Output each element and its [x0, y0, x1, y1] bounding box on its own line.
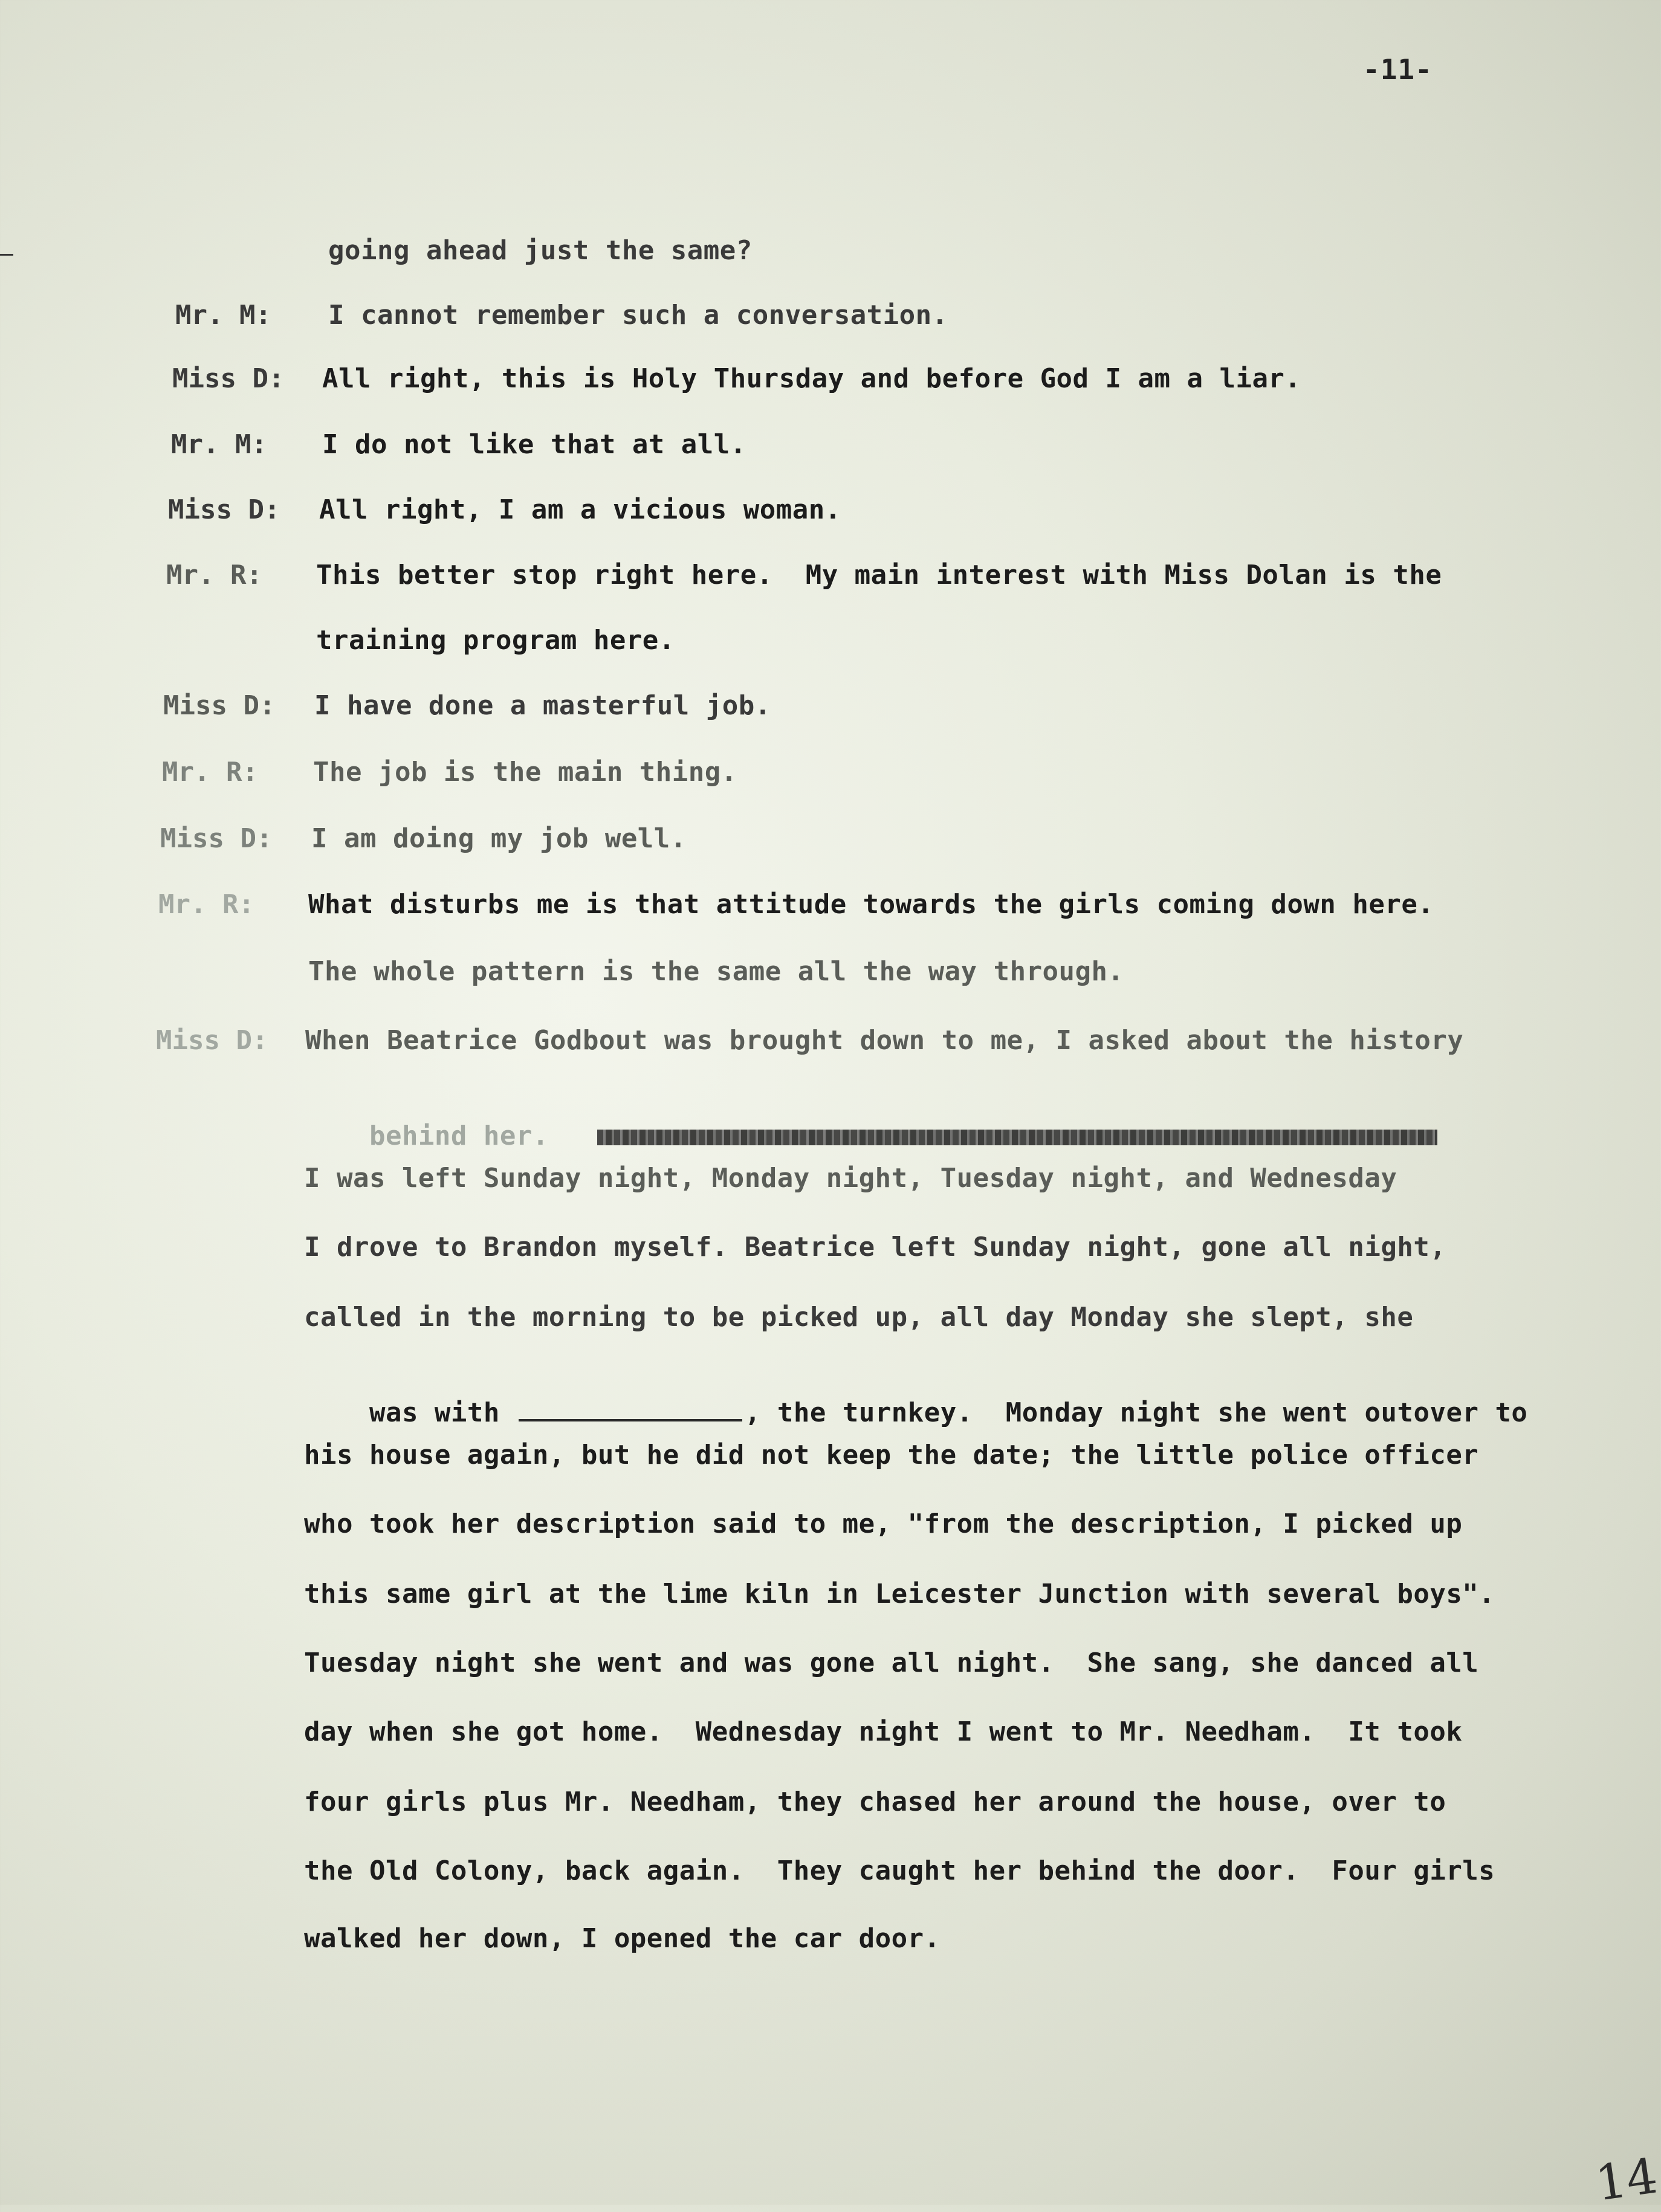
- transcript-line: I was left Sunday night, Monday night, Tuesday night, and Wednesday: [304, 1163, 1397, 1194]
- speaker-label: Miss D:: [168, 494, 280, 525]
- speaker-label: Mr. M:: [171, 429, 267, 460]
- transcript-line: I drove to Brandon myself. Beatrice left Sunday night, gone all night,: [304, 1232, 1446, 1263]
- transcript-line-text: , the turnkey. Monday night she went outover to: [744, 1397, 1528, 1428]
- transcript-line: who took her description said to me, "from the description, I picked up: [304, 1509, 1463, 1539]
- edge-mark: [0, 254, 13, 256]
- transcript-line: All right, I am a vicious woman.: [319, 494, 841, 525]
- transcript-line: I am doing my job well.: [311, 823, 687, 854]
- speaker-label: Mr. R:: [162, 757, 258, 787]
- transcript-line: going ahead just the same?: [328, 235, 753, 266]
- transcript-line: When Beatrice Godbout was brought down to me, I asked about the history: [305, 1025, 1464, 1056]
- transcript-line-text: was with: [369, 1397, 500, 1428]
- transcript-line: What disturbs me is that attitude towards the girls coming down here.: [308, 889, 1434, 920]
- transcript-line: this same girl at the lime kiln in Leicester Junction with several boys".: [304, 1579, 1495, 1609]
- speaker-label: Mr. M:: [175, 300, 271, 331]
- speaker-label: Mr. R:: [158, 889, 254, 920]
- speaker-label: Miss D:: [156, 1025, 268, 1056]
- struck-out-text: [597, 1130, 1437, 1145]
- transcript-line: I do not like that at all.: [322, 429, 746, 460]
- speaker-label: Miss D:: [160, 823, 273, 854]
- speaker-label: Miss D:: [172, 363, 285, 394]
- speaker-label: Miss D:: [163, 690, 276, 721]
- transcript-line: day when she got home. Wednesday night I went to Mr. Needham. It took: [304, 1716, 1463, 1747]
- handwritten-page-mark: 14: [1592, 2147, 1661, 2212]
- transcript-line: his house again, but he did not keep the date; the little police officer: [304, 1440, 1479, 1470]
- transcript-line: called in the morning to be picked up, all day Monday she slept, she: [304, 1302, 1414, 1333]
- transcript-line: four girls plus Mr. Needham, they chased her around the house, over to: [304, 1787, 1446, 1817]
- transcript-line: Tuesday night she went and was gone all night. She sang, she danced all: [304, 1648, 1479, 1678]
- transcript-line: This better stop right here. My main interest with Miss Dolan is the: [316, 560, 1442, 590]
- transcript-line: walked her down, I opened the car door.: [304, 1923, 941, 1954]
- transcript-line: I have done a masterful job.: [314, 690, 771, 721]
- transcript-line: The whole pattern is the same all the way through.: [308, 956, 1124, 987]
- blank-underline: [519, 1401, 742, 1421]
- transcript-line: the Old Colony, back again. They caught her behind the door. Four girls: [304, 1855, 1495, 1886]
- transcript-line: training program here.: [316, 625, 675, 656]
- transcript-line: I cannot remember such a conversation.: [328, 300, 948, 331]
- speaker-label: Mr. R:: [166, 560, 262, 590]
- transcript-line: The job is the main thing.: [313, 757, 737, 787]
- page-number: -11-: [1363, 53, 1433, 86]
- transcript-line-text: behind her.: [369, 1121, 549, 1151]
- transcript-line: All right, this is Holy Thursday and before God I am a liar.: [322, 363, 1301, 394]
